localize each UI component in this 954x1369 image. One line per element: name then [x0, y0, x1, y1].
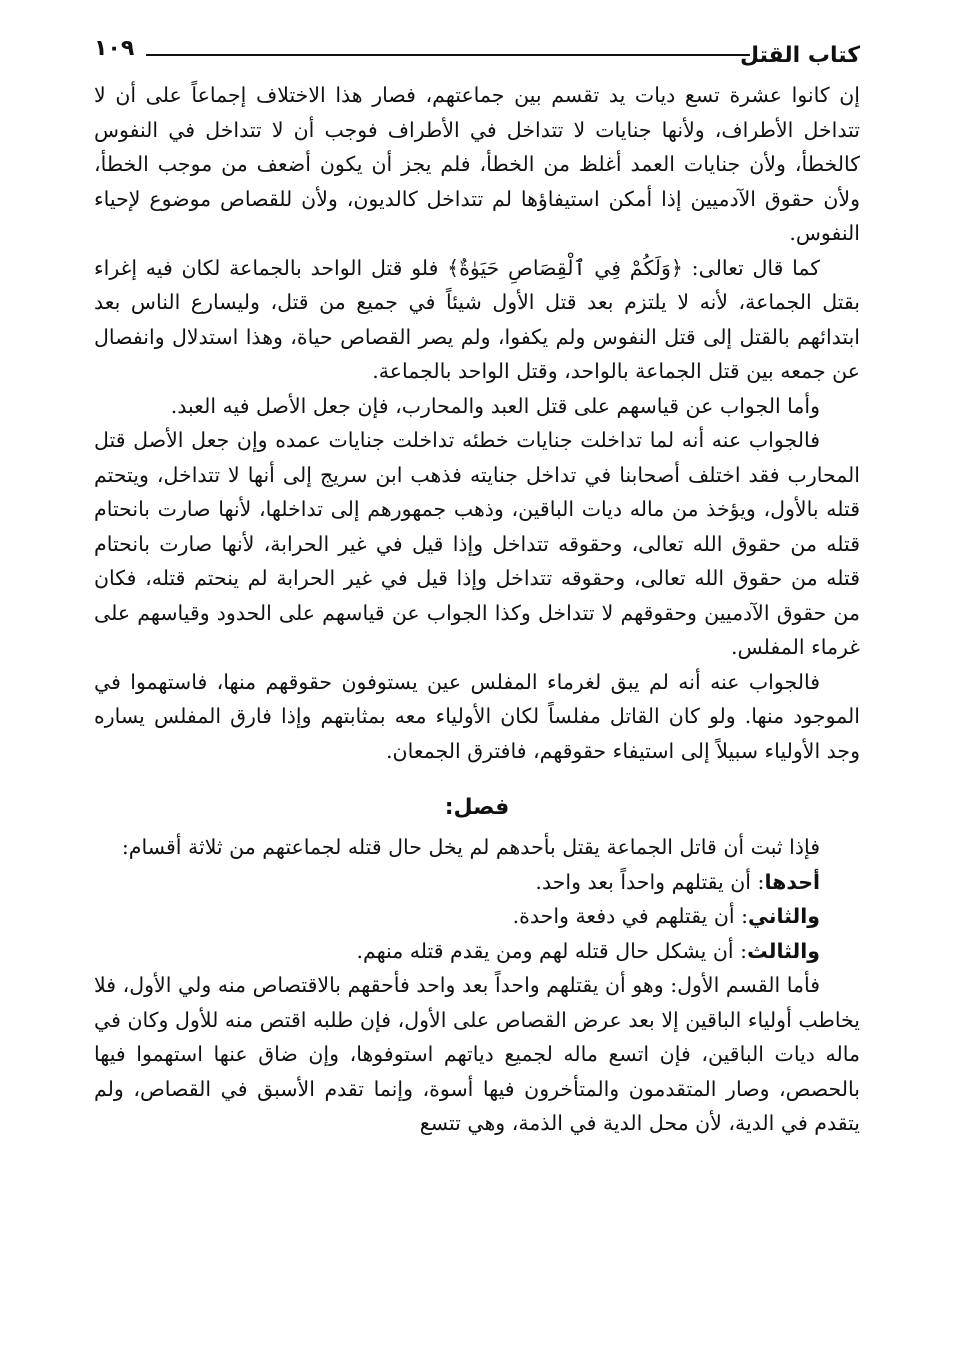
paragraph: فالجواب عنه أنه لما تداخلت جنايات خطئه تداخلت جنايات عمده وإن جعل الأصل قتل المحارب فقد اختلف أصحابنا في تداخل جنايته فذهب ابن سريج إلى أنها لا تتداخل، ويتحتم قتله بالأول، ويؤخذ من ماله ديات الباقين، وذهب جمهورهم إلى تداخلها، لأنها صارت بانحتام قتله من حقوق الله تعالى، وحقوقه تتداخل وإذا قيل في غير الحرابة، لأنها صارت بانحتام قتله من حقوق الله تعالى، وحقوقه تتداخل وإذا قيل في غير الحرابة لم ينحتم قتله، فكان من حقوق الآدميين وحقوقهم لا تتداخل وكذا الجواب عن قياسهم على الحدود وقياسهم على غرماء المفلس.	[94, 428, 860, 659]
list-item-label: والثاني	[748, 904, 820, 928]
list-item-text: : أن يقتلهم في دفعة واحدة.	[512, 904, 749, 928]
list-item	[94, 865, 860, 900]
paragraph: إن كانوا عشرة تسع ديات يد تقسم بين جماعتهم، فصار هذا الاختلاف إجماعاً على أن لا تتداخل الأطراف، ولأنها جنايات لا تتداخل في الأطراف فوجب أن لا تتداخل في النفوس كالخطأ، ولأن جنايات العمد أغلظ من الخطأ، فلم يجز أن يكون أضعف من موجب الخطأ، ولأن حقوق الآدميين إذا أمكن استيفاؤها لم تتداخل كالديون، ولأن للقصاص موضوع لإحياء النفوس.	[94, 83, 861, 245]
header-rule	[146, 54, 750, 56]
paragraph: كما قال تعالى: ﴿وَلَكُمْ فِي ٱلْقِصَاصِ حَيَوٰةٌ﴾ فلو قتل الواحد بالجماعة لكان فيه إغراء بقتل الجماعة، لأنه لا يلتزم بعد قتل الأول شيئاً في جميع من قتل، وليسارع الناس بعد ابتدائهم بالقتل إلى قتل النفوس ولم يكفوا، ولم يصر القصاص حياة، وهذا استدلال وانفصال عن جمعه بين قتل الجماعة بالواحد، وقتل الواحد بالجماعة.	[94, 255, 860, 383]
section-intro: فإذا ثبت أن قاتل الجماعة يقتل بأحدهم لم يخل حال قتله لجماعتهم من ثلاثة أقسام:	[121, 835, 820, 859]
running-header	[94, 30, 860, 70]
paragraph: وأما الجواب عن قياسهم على قتل العبد والمحارب، فإن جعل الأصل فيه العبد.	[170, 393, 820, 418]
list-item-label: والثالث	[747, 938, 820, 963]
section-heading: فصل:	[444, 795, 510, 820]
paragraph: فالجواب عنه أنه لم يبق لغرماء المفلس عين يستوفون حقوقهم منها، فاستهموا في الموجود منها. ولو كان القاتل مفلساً لكان الأولياء معه بمثابتهم وإذا فارق المفلس يساره وجد الأولياء سبيلاً إلى استيفاء حقوقهم، فافترق الجمعان.	[94, 669, 860, 763]
chapter-title: كتاب القتل	[739, 43, 860, 68]
page-body	[94, 78, 860, 1141]
paragraph: فأما القسم الأول: وهو أن يقتلهم واحداً بعد واحد فأحقهم بالاقتصاص منه ولي الأول، فلا يخاطب أولياء الباقين إلا بعد عرض القصاص على الأول، فإن طلبه اقتص منه للأول وكان في ماله ديات الباقين، فإن اتسع ماله لجميع دياتهم استوفوها، وإن ضاق عنها استهموا فيها بالحصص، وصار المتقدمون والمتأخرون فيها أسوة، وإنما تقدم الأسبق في القصاص، ولم يتقدم في الدية، لأن محل الدية في الذمة، وهي تتسع	[94, 973, 860, 1135]
list-item-text: : أن يشكل حال قتله لهم ومن يقدم قتله منهم.	[356, 938, 748, 963]
list-item	[94, 899, 860, 934]
list-item-text: : أن يقتلهم واحداً بعد واحد.	[535, 869, 765, 894]
page-number: ١٠٩	[94, 36, 135, 61]
list-item	[94, 934, 860, 969]
list-item-label: أحدها	[764, 869, 820, 894]
